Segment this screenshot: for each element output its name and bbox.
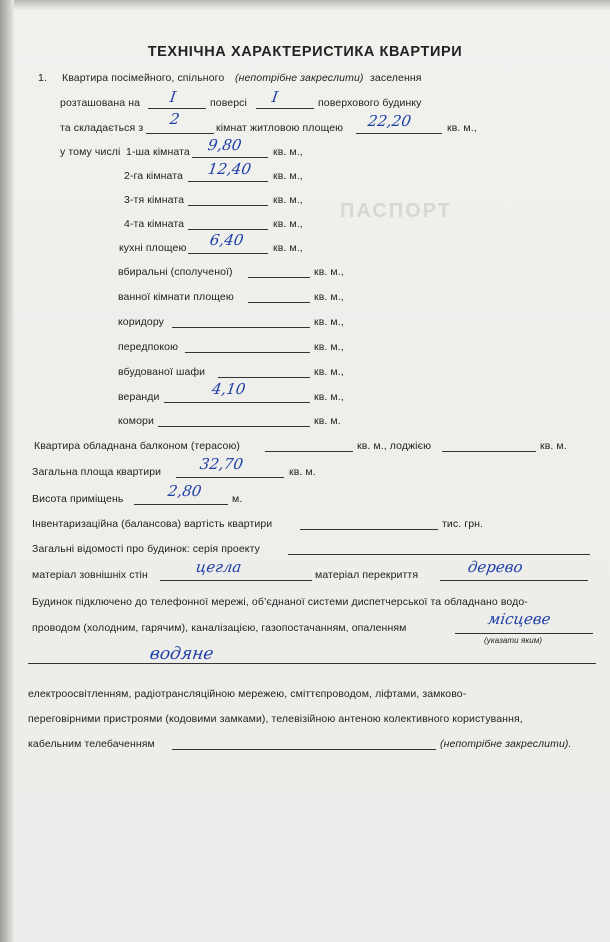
closet-label: вбудованої шафи bbox=[118, 366, 206, 378]
watermark-text: ПАСПОРТ bbox=[340, 200, 452, 222]
connected-line1: Будинок підключено до телефонної мережі, об’єднаної системи диспетчерської та обладнано водо- bbox=[32, 596, 528, 608]
walls-line bbox=[160, 580, 312, 581]
floor-mid: поверсі bbox=[210, 97, 247, 109]
rooms-label: та складається з bbox=[60, 122, 144, 134]
floors-material-line bbox=[440, 580, 588, 581]
height-label: Висота приміщень bbox=[32, 493, 124, 505]
room2-value: 12,40 bbox=[206, 160, 253, 178]
room3-label: 3-тя кімната bbox=[124, 194, 185, 206]
connected-line4: переговірними пристроями (кодовими замками), телевізійною антеною колективного користування, bbox=[28, 713, 523, 725]
room3-line bbox=[188, 205, 268, 206]
room1-unit: кв. м., bbox=[273, 146, 303, 158]
room4-label: 4-та кімната bbox=[124, 218, 185, 230]
closet-unit: кв. м., bbox=[314, 366, 344, 378]
floors-material-value: дерево bbox=[466, 558, 524, 576]
bath-unit: кв. м., bbox=[314, 291, 344, 303]
balcony-mid: кв. м., лоджією bbox=[357, 440, 432, 452]
living-label: кімнат житловою площею bbox=[216, 122, 344, 134]
heating-hint: (указати яким) bbox=[484, 636, 543, 645]
kitchen-line bbox=[188, 253, 268, 254]
room1-line bbox=[192, 157, 268, 158]
corridor-line bbox=[172, 327, 310, 328]
toilet-unit: кв. м., bbox=[314, 266, 344, 278]
item1-line1-italic: (непотрібне закреслити) bbox=[235, 72, 364, 84]
total-unit: кв. м. bbox=[289, 466, 316, 478]
room2-line bbox=[188, 181, 268, 182]
storage-unit: кв. м. bbox=[314, 415, 341, 427]
room4-unit: кв. м., bbox=[273, 218, 303, 230]
veranda-unit: кв. м., bbox=[314, 391, 344, 403]
corridor-label: коридору bbox=[118, 316, 164, 328]
storage-line bbox=[158, 426, 310, 427]
height-unit: м. bbox=[232, 493, 243, 505]
living-line bbox=[356, 133, 442, 134]
cable-tv-line bbox=[172, 749, 436, 750]
walls-label: матеріал зовнішніх стін bbox=[32, 569, 148, 581]
inventory-label: Інвентаризаційна (балансова) вартість квартири bbox=[32, 518, 273, 530]
height-value: 2,80 bbox=[166, 482, 203, 500]
cable-tv-end: (непотрібне закреслити). bbox=[440, 738, 572, 750]
balcony-label: Квартира обладнана балконом (терасою) bbox=[34, 440, 241, 452]
inventory-line bbox=[300, 529, 438, 530]
page-title: ТЕХНІЧНА ХАРАКТЕРИСТИКА КВАРТИРИ bbox=[147, 44, 463, 60]
floor-value: I bbox=[168, 88, 178, 106]
floors-value: I bbox=[270, 88, 280, 106]
cable-tv-label: кабельним телебаченням bbox=[28, 738, 155, 750]
rooms-value: 2 bbox=[168, 110, 181, 128]
heating-value: місцеве bbox=[486, 610, 552, 628]
connected-line3: електроосвітленням, радіотрансляційною мережею, сміттєпроводом, ліфтами, замково- bbox=[28, 688, 467, 700]
toilet-line bbox=[248, 277, 310, 278]
storage-label: комори bbox=[118, 415, 154, 427]
room4-line bbox=[188, 229, 268, 230]
including-label: у тому числі bbox=[60, 146, 121, 158]
balcony-line bbox=[265, 451, 353, 452]
walls-value: цегла bbox=[194, 558, 243, 576]
loggia-unit: кв. м. bbox=[540, 440, 567, 452]
kitchen-value: 6,40 bbox=[208, 231, 245, 249]
floor-label: розташована на bbox=[60, 97, 141, 109]
rooms-line bbox=[146, 133, 214, 134]
water-line bbox=[28, 663, 596, 664]
kitchen-unit: кв. м., bbox=[273, 242, 303, 254]
room2-label: 2-га кімната bbox=[124, 170, 183, 182]
floors-end: поверхового будинку bbox=[318, 97, 422, 109]
floors-line bbox=[256, 108, 314, 109]
living-unit: кв. м., bbox=[447, 122, 477, 134]
page-binding-edge bbox=[0, 0, 14, 942]
room1-label: 1-ша кімната bbox=[126, 146, 190, 158]
veranda-value: 4,10 bbox=[210, 380, 247, 398]
page-top-shadow bbox=[0, 0, 610, 10]
kitchen-label: кухні площею bbox=[119, 242, 187, 254]
bath-line bbox=[248, 302, 310, 303]
hall-unit: кв. м., bbox=[314, 341, 344, 353]
living-value: 22,20 bbox=[366, 112, 413, 130]
corridor-unit: кв. м., bbox=[314, 316, 344, 328]
hall-line bbox=[185, 352, 310, 353]
total-value: 32,70 bbox=[198, 455, 245, 473]
item1-line1: Квартира посімейного, спільного bbox=[62, 72, 225, 84]
heating-line bbox=[455, 633, 593, 634]
floor-line bbox=[148, 108, 206, 109]
item1-line1-end: заселення bbox=[370, 72, 422, 84]
room1-value: 9,80 bbox=[206, 136, 243, 154]
closet-line bbox=[218, 377, 310, 378]
connected-line2: проводом (холодним, гарячим), каналізацією, газопостачанням, опаленням bbox=[32, 622, 407, 634]
veranda-label: веранди bbox=[118, 391, 160, 403]
room3-unit: кв. м., bbox=[273, 194, 303, 206]
total-line bbox=[176, 477, 284, 478]
toilet-label: вбиральні (сполученої) bbox=[118, 266, 233, 278]
item-number: 1. bbox=[38, 72, 47, 84]
floors-material-label: матеріал перекриття bbox=[315, 569, 419, 581]
water-value: водяне bbox=[148, 644, 215, 664]
room2-unit: кв. м., bbox=[273, 170, 303, 182]
general-label: Загальні відомості про будинок: серія проекту bbox=[32, 543, 260, 555]
veranda-line bbox=[164, 402, 310, 403]
height-line bbox=[134, 504, 228, 505]
total-label: Загальна площа квартири bbox=[32, 466, 162, 478]
inventory-unit: тис. грн. bbox=[442, 518, 484, 530]
general-line bbox=[288, 554, 590, 555]
bath-label: ванної кімнати площею bbox=[118, 291, 234, 303]
loggia-line bbox=[442, 451, 536, 452]
hall-label: передпокою bbox=[118, 341, 179, 353]
